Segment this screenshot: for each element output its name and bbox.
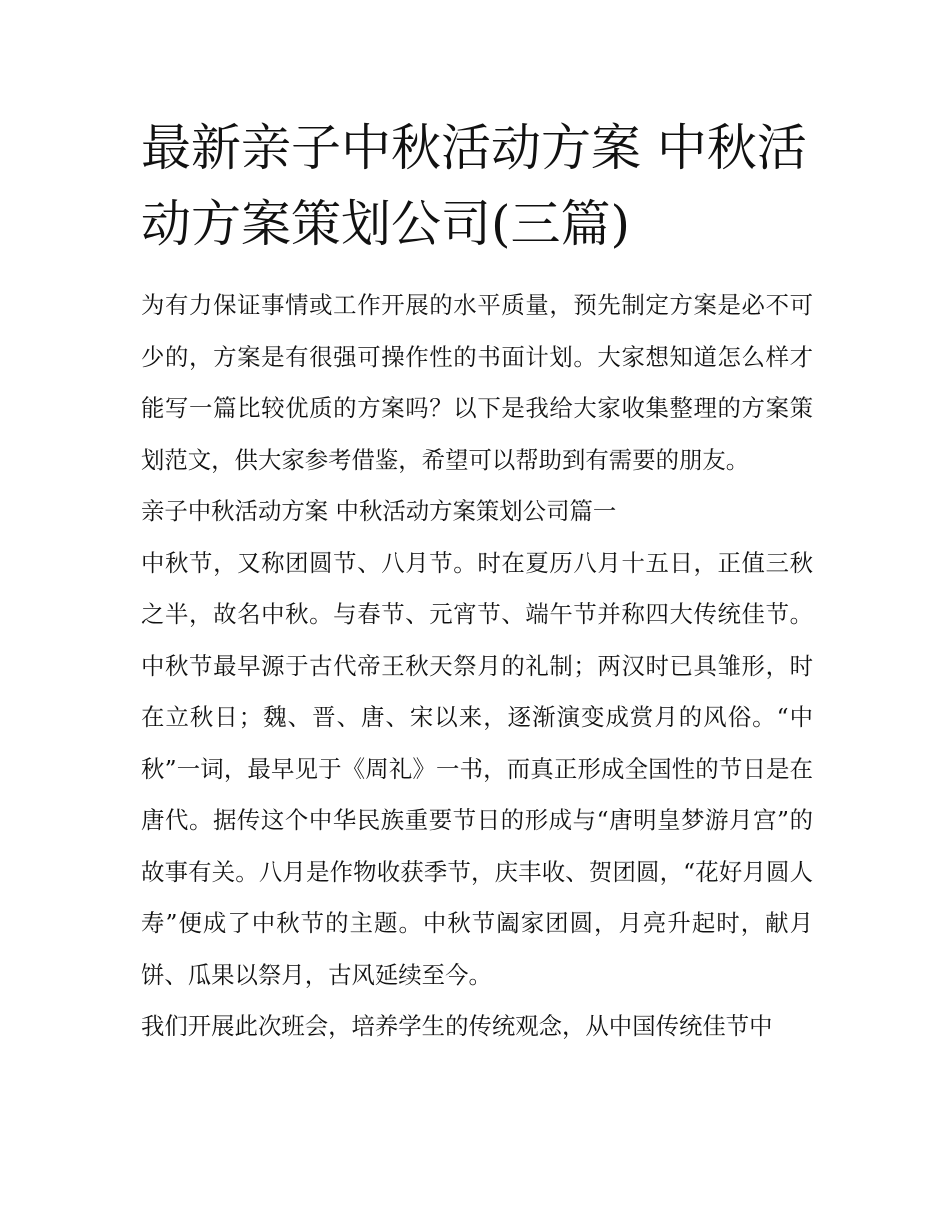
body-paragraph-1: 中秋节，又称团圆节、八月节。时在夏历八月十五日，正值三秋之半，故名中秋。与春节、元宵节、端午节并称四大传统佳节。中秋节最早源于古代帝王秋天祭月的礼制；两汉时已具雏形，时在立秋日；魏、晋、唐、宋以来，逐渐演变成赏月的风俗。“中秋”一词，最早见于《周礼》一书，而真正形成全国性的节日是在唐代。据传这个中华民族重要节日的形成与“唐明皇梦游月宫”的故事有关。八月是作物收获季节，庆丰收、贺团圆，“花好月圆人寿”便成了中秋节的主题。中秋节阖家团圆，月亮升起时，献月饼、瓜果以祭月，古风延续至今。 (141, 548, 813, 989)
document-body (141, 110, 813, 1053)
intro-paragraph: 为有力保证事情或工作开展的水平质量，预先制定方案是必不可少的，方案是有很强可操作性的书面计划。大家想知道怎么样才能写一篇比较优质的方案吗？以下是我给大家收集整理的方案策划范文，供大家参考借鉴，希望可以帮助到有需要的朋友。 (141, 291, 813, 474)
document-title: 最新亲子中秋活动方案 中秋活动方案策划公司(三篇) (141, 119, 807, 253)
section-heading: 亲子中秋活动方案 中秋活动方案策划公司篇一 (141, 497, 617, 525)
body-paragraph-2: 我们开展此次班会，培养学生的传统观念，从中国传统佳节中 (141, 1012, 773, 1040)
